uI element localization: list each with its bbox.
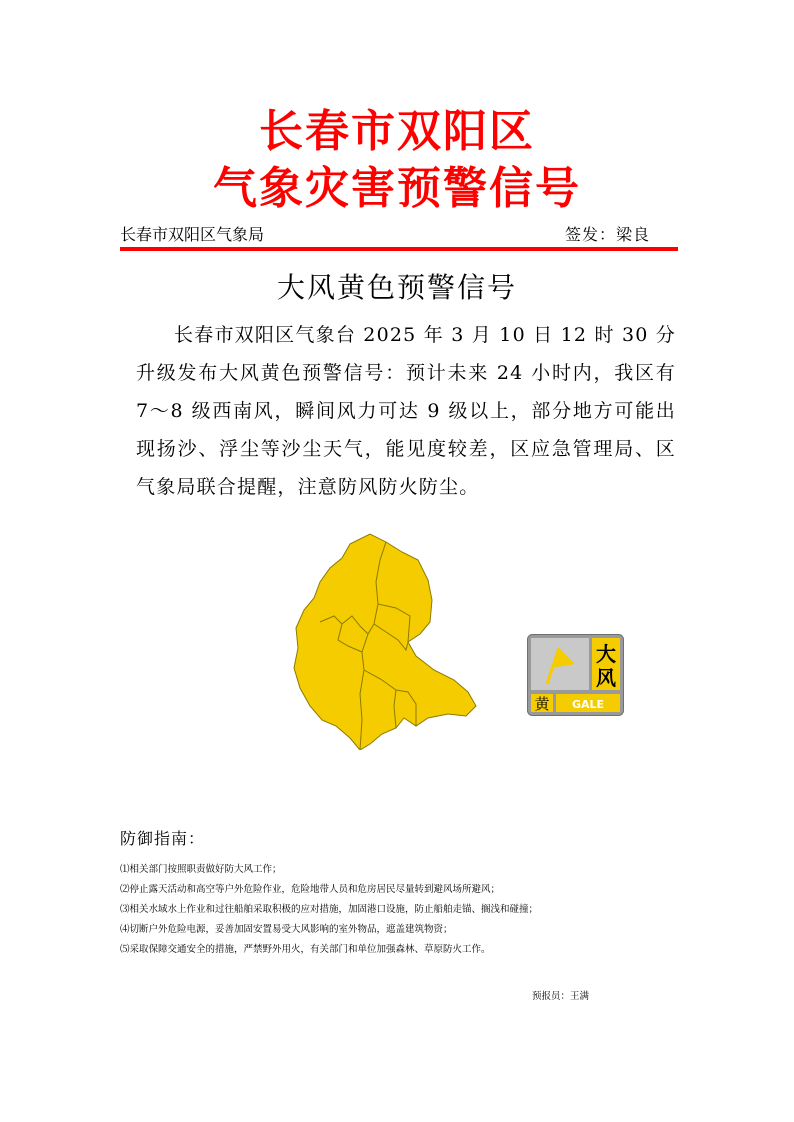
signer-name: 签发：梁良 <box>564 225 650 244</box>
guidance-item: ⑴相关部门按照职责做好防大风工作； <box>120 864 282 875</box>
guidance-item: ⑸采取保障交通安全的措施，严禁野外用火，有关部门和单位加强森林、草原防火工作。 <box>120 944 491 955</box>
forecaster-name: 预报员：王满 <box>532 991 590 1002</box>
red-divider <box>120 247 678 251</box>
icon-color-label: 黄 <box>534 695 550 713</box>
gale-warning-icon <box>527 634 624 716</box>
guidance-item: ⑵停止露天活动和高空等户外危险作业，危险地带人员和危房居民尽量转到避风场所避风； <box>120 884 501 895</box>
icon-label-top: 大 <box>596 642 616 666</box>
icon-english-label: GALE <box>571 698 605 711</box>
district-outline <box>294 534 476 750</box>
guidance-item: ⑷切断户外危险电源，妥善加固安置易受大风影响的室外物品，遮盖建筑物资； <box>120 924 453 935</box>
document-title-line1: 长春市双阳区 <box>259 106 535 157</box>
notice-body: 长春市双阳区气象台 2025 年 3 月 10 日 12 时 30 分升级发布大风黄色预警信号：预计未来 24 小时内，我区有 7～8 级西南风，瞬间风力可达 9 级以上，部分地方可能出现扬沙、浮尘等沙尘天气，能见度较差，区应急管理局、区气象局联合提醒，注意防风防火防尘。 <box>136 324 676 498</box>
issuer-name: 长春市双阳区气象局 <box>120 225 265 244</box>
district-map <box>290 530 480 750</box>
icon-label-bottom: 风 <box>596 666 616 690</box>
notice-heading: 大风黄色预警信号 <box>276 271 517 304</box>
guidance-list <box>120 860 720 960</box>
guidance-heading: 防御指南： <box>120 829 206 848</box>
guidance-item: ⑶相关水域水上作业和过往船舶采取积极的应对措施，加固港口设施，防止船舶走锚、搁浅和碰撞； <box>120 904 539 915</box>
document-title-line2: 气象灾害预警信号 <box>213 163 581 214</box>
issuer-row <box>120 220 680 246</box>
